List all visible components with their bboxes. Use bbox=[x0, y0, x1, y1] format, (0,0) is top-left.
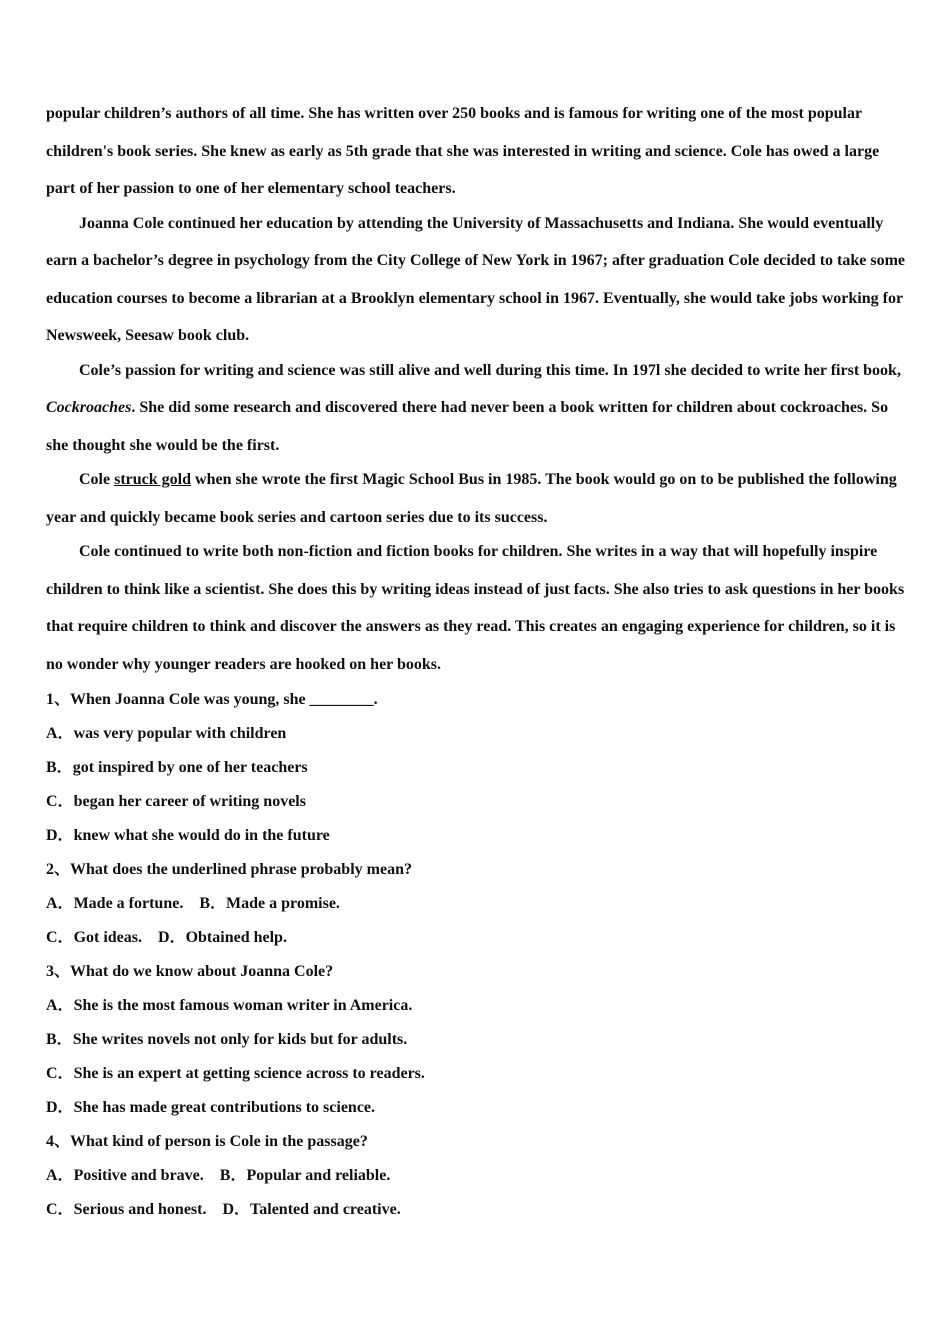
option-text: got inspired by one of her teachers bbox=[72, 759, 308, 776]
option-text: She has made great contributions to science. bbox=[73, 1099, 376, 1116]
option-letter: A． bbox=[46, 725, 74, 742]
passage-paragraph-4 bbox=[46, 461, 908, 536]
option-3c bbox=[46, 1057, 908, 1091]
option-text: began her career of writing novels bbox=[73, 793, 306, 810]
paragraph-3-text-end: . She did some research and discovered there had never been a book written for children about cockroaches. So she thought she would be the first. bbox=[46, 399, 889, 454]
option-1c bbox=[46, 785, 908, 819]
option-letter: A． bbox=[46, 997, 74, 1014]
option-text: Talented and creative. bbox=[250, 1201, 401, 1218]
option-text: Got ideas. bbox=[73, 929, 143, 946]
option-text: was very popular with children bbox=[73, 725, 287, 742]
option-text: knew what she would do in the future bbox=[73, 827, 330, 844]
reading-passage bbox=[46, 95, 908, 683]
option-text: She is an expert at getting science across to readers. bbox=[73, 1065, 425, 1082]
option-1b bbox=[46, 751, 908, 785]
option-letter: A． bbox=[46, 1167, 74, 1184]
question-stem-2: 2、What does the underlined phrase probably mean? bbox=[46, 861, 412, 878]
options-row-2ab bbox=[46, 887, 908, 921]
question-stem-3: 3、What do we know about Joanna Cole? bbox=[46, 963, 334, 980]
option-text: Made a fortune. bbox=[73, 895, 184, 912]
underlined-phrase: struck gold bbox=[114, 471, 192, 488]
option-letter: B． bbox=[199, 895, 227, 912]
passage-paragraph-3 bbox=[46, 352, 908, 465]
option-3a bbox=[46, 989, 908, 1023]
option-1d bbox=[46, 819, 908, 853]
question-stem-4: 4、What kind of person is Cole in the passage? bbox=[46, 1133, 368, 1150]
option-letter: D． bbox=[46, 827, 74, 844]
option-text: Popular and reliable. bbox=[246, 1167, 391, 1184]
paragraph-3-text-start: Cole’s passion for writing and science was still alive and well during this time. In 197l she decided to write her first book, bbox=[79, 361, 901, 379]
paragraph-4-text-start: Cole bbox=[79, 471, 115, 488]
option-letter: C． bbox=[46, 1201, 74, 1218]
passage-paragraph-1: popular children’s authors of all time. She has written over 250 books and is famous for writing one of the most popular children's book series. She knew as early as 5th grade that she was interested in writing and science. Cole has owed a large part of her passion to one of her elementary school teachers. bbox=[46, 105, 880, 197]
paragraph-4-text-end: when she wrote the first Magic School Bus in 1985. The book would go on to be published the following year and quickly became book series and cartoon series due to its success. bbox=[46, 471, 897, 526]
option-text: Made a promise. bbox=[226, 895, 340, 912]
book-title-cockroaches: Cockroaches bbox=[46, 399, 132, 416]
option-text: Obtained help. bbox=[185, 929, 287, 946]
options-row-4cd bbox=[46, 1193, 908, 1227]
option-letter: C． bbox=[46, 793, 74, 810]
option-letter: A． bbox=[46, 895, 74, 912]
options-row-2cd bbox=[46, 921, 908, 955]
question-stem-1: 1、When Joanna Cole was young, she ________. bbox=[46, 691, 378, 708]
option-text: She writes novels not only for kids but for adults. bbox=[72, 1031, 408, 1048]
option-3b bbox=[46, 1023, 908, 1057]
option-letter: C． bbox=[46, 929, 74, 946]
document-page bbox=[46, 95, 908, 1227]
option-letter: B． bbox=[219, 1167, 247, 1184]
option-letter: C． bbox=[46, 1065, 74, 1082]
options-row-4ab bbox=[46, 1159, 908, 1193]
passage-paragraph-2: Joanna Cole continued her education by attending the University of Massachusetts and Indiana. She would eventually earn a bachelor’s degree in psychology from the City College of New York in 1967; after graduation Cole decided to take some education courses to become a librarian at a Brooklyn elementary school in 1967. Eventually, she would take jobs working for Newsweek, Seesaw book club. bbox=[46, 214, 905, 344]
option-1a bbox=[46, 717, 908, 751]
option-3d bbox=[46, 1091, 908, 1125]
passage-paragraph-5: Cole continued to write both non-fiction and fiction books for children. She writes in a way that will hopefully inspire children to think like a scientist. She does this by writing ideas instead of just facts. She also tries to ask questions in her books that require children to think and discover the answers as they read. This creates an engaging experience for children, so it is no wonder why younger readers are hooked on her books. bbox=[46, 543, 905, 673]
option-text: Positive and brave. bbox=[73, 1167, 204, 1184]
option-letter: D． bbox=[46, 1099, 74, 1116]
option-letter: B． bbox=[46, 759, 73, 776]
option-text: She is the most famous woman writer in America. bbox=[73, 997, 413, 1014]
option-letter: D． bbox=[222, 1201, 251, 1218]
question-list bbox=[46, 683, 908, 1227]
option-text: Serious and honest. bbox=[73, 1201, 207, 1218]
option-letter: D． bbox=[158, 929, 186, 946]
option-letter: B． bbox=[46, 1031, 73, 1048]
